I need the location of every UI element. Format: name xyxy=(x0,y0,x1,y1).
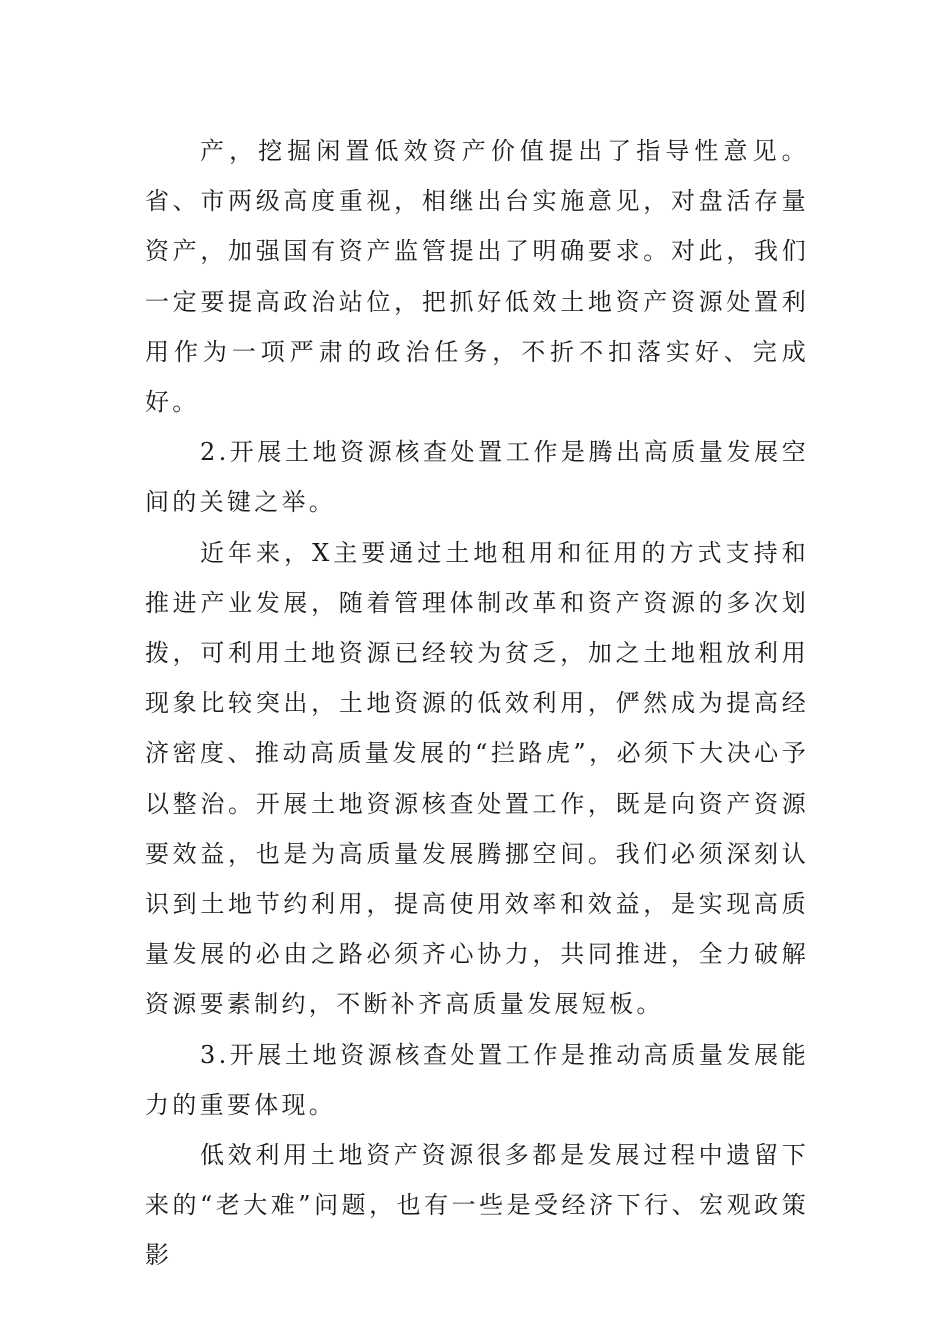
heading-point-3: 3.开展土地资源核查处置工作是推动高质量发展能力的重要体现。 xyxy=(145,1040,809,1119)
body-text xyxy=(145,126,809,1281)
paragraph-legacy-issues: 低效利用土地资产资源很多都是发展过程中遗留下来的“老大难”问题，也有一些是受经济下行、宏观政策影 xyxy=(145,1141,809,1270)
heading-point-2: 2.开展土地资源核查处置工作是腾出高质量发展空间的关键之举。 xyxy=(145,438,809,517)
paragraph-land-resources: 近年来，X主要通过土地租用和征用的方式支持和推进产业发展，随着管理体制改革和资产资源的多次划拨，可利用土地资源已经较为贫乏，加之土地粗放利用现象比较突出，土地资源的低效利用，俨然成为提高经济密度、推动高质量发展的“拦路虎”，必须下大决心予以整治。开展土地资源核查处置工作，既是向资产资源要效益，也是为高质量发展腾挪空间。我们必须深刻认识到土地节约利用，提高使用效率和效益，是实现高质量发展的必由之路必须齐心协力，共同推进，全力破解资源要素制约，不断补齐高质量发展短板。 xyxy=(145,538,809,1019)
paragraph-asset-revitalization: 产，挖掘闲置低效资产价值提出了指导性意见。省、市两级高度重视，相继出台实施意见，对盘活存量资产，加强国有资产监管提出了明确要求。对此，我们一定要提高政治站位，把抓好低效土地资产资源处置利用作为一项严肃的政治任务，不折不扣落实好、完成好。 xyxy=(145,137,809,417)
